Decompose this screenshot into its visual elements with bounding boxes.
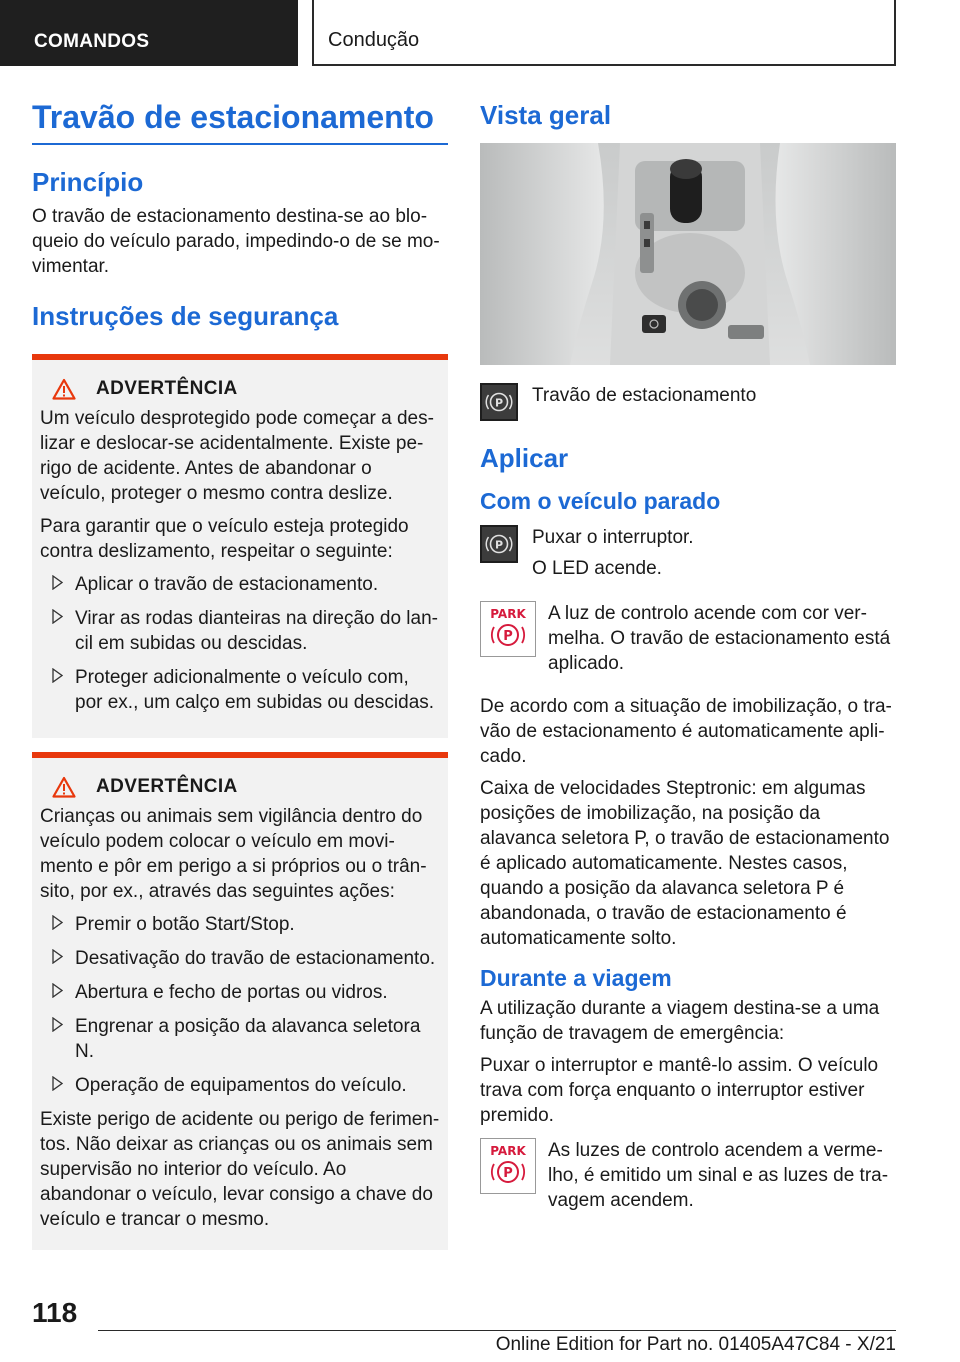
indicator-text: As luzes de controlo acendem a vermelho, é emitido um sinal e as luzes de travagem acendem. — [548, 1140, 889, 1211]
stationary-heading: Com o veículo parado — [480, 488, 721, 514]
footer-divider — [98, 1330, 896, 1331]
warning-text: Para garantir que o veículo esteja protegido contra deslizamento, respeitar o seguinte: — [40, 516, 409, 563]
driving-heading: Durante a viagem — [480, 965, 672, 991]
bullet-triangle-icon — [52, 915, 63, 930]
warning-text: Crianças ou animais sem vigilância dentro do veículo podem colocar o veículo em movimento e pôr em perigo a si próprios ou o trânsito, por ex., através das seguintes ações: — [40, 806, 427, 903]
parking-brake-switch-icon — [480, 383, 518, 421]
park-indicator-icon — [480, 601, 536, 657]
svg-text:PARK: PARK — [490, 1144, 526, 1158]
parking-brake-switch-icon — [480, 525, 518, 563]
body-text: A utilização durante a viagem destina-se a uma função de travagem de emergência: — [480, 998, 880, 1044]
indicator-text: A luz de controlo acende com cor vermelha. O travão de estacionamento está aplicado. — [548, 603, 891, 674]
bullet-triangle-icon — [52, 983, 63, 998]
bullet-triangle-icon — [52, 668, 63, 683]
footer-edition: Online Edition for Part no. 01405A47C84 - X/21 — [495, 1334, 896, 1355]
step-text: Puxar o interruptor. — [532, 527, 694, 548]
list-item: Desativação do travão de estacionamento. — [40, 946, 440, 971]
warning-box-2 — [32, 752, 448, 1250]
list-item: Premir o botão Start/Stop. — [40, 912, 440, 937]
bullet-triangle-icon — [52, 1017, 63, 1032]
svg-text:P: P — [494, 538, 504, 552]
warning-triangle-icon — [52, 776, 76, 798]
warning-text: Um veículo desprotegido pode começar a deslizar e deslocar-se acidentalmente. Existe perigo de acidente. Antes de abandonar o veículo, proteger o mesmo contra deslize. — [40, 408, 434, 505]
warning-triangle-icon — [52, 378, 76, 400]
bullet-triangle-icon — [52, 609, 63, 624]
principle-heading: Princípio — [32, 167, 144, 198]
svg-text:P: P — [503, 629, 513, 644]
body-text: De acordo com a situação de imobilização, o travão de estacionamento é automaticamente aplicado. — [480, 696, 892, 767]
body-text: Caixa de velocidades Steptronic: em algumas posições de imobilização, na posição da alavanca seletora P, o travão de estacionamento é aplicado automaticamente. Nestes casos, quando a posição da alavanca seletora P é abandonada, o travão de estacionamento é automaticamente solto. — [480, 778, 890, 949]
list-item: Engrenar a posição da alavanca seletora N. — [40, 1014, 440, 1064]
overview-caption: Travão de estacionamento — [532, 385, 757, 406]
page-title: Travão de estacionamento — [32, 100, 448, 145]
step-text: O LED acende. — [532, 558, 662, 579]
bullet-triangle-icon — [52, 575, 63, 590]
svg-text:PARK: PARK — [490, 607, 526, 621]
body-text: Puxar o interruptor e mantê-lo assim. O veículo trava com força enquanto o interruptor estiver premido. — [480, 1055, 879, 1126]
bullet-triangle-icon — [52, 1076, 63, 1091]
center-console-photo — [480, 143, 896, 365]
page-number: 118 — [32, 1297, 78, 1328]
principle-text: O travão de estacionamento destina-se ao bloqueio do veículo parado, impedindo-o de se movimentar. — [32, 206, 440, 278]
list-item: Virar as rodas dianteiras na direção do lancil em subidas ou descidas. — [40, 606, 440, 656]
warning-title: ADVERTÊNCIA — [96, 378, 238, 400]
warning-list — [40, 912, 440, 1098]
svg-text:P: P — [503, 1166, 513, 1181]
warning-box-1 — [32, 354, 448, 738]
warning-title: ADVERTÊNCIA — [96, 776, 238, 798]
apply-heading: Aplicar — [480, 443, 569, 473]
safety-heading: Instruções de segurança — [32, 301, 339, 332]
bullet-triangle-icon — [52, 949, 63, 964]
right-column — [480, 100, 896, 1229]
list-item: Abertura e fecho de portas ou vidros. — [40, 980, 440, 1005]
list-item: Proteger adicionalmente o veículo com, por ex., um calço em subidas ou descidas. — [40, 665, 440, 715]
overview-heading: Vista geral — [480, 100, 612, 130]
left-column — [32, 100, 448, 1264]
list-item: Operação de equipamentos do veículo. — [40, 1073, 440, 1098]
chapter-tab: Condução — [312, 0, 896, 66]
list-item: Aplicar o travão de estacionamento. — [40, 572, 440, 597]
svg-text:P: P — [494, 396, 504, 410]
park-indicator-icon — [480, 1138, 536, 1194]
section-tab: COMANDOS — [0, 0, 298, 66]
warning-text: Existe perigo de acidente ou perigo de ferimentos. Não deixar as crianças ou os animais sem supervisão no interior do veículo. Ao abandonar o veículo, levar consigo a chave do veículo e trancar o mesmo. — [40, 1109, 440, 1231]
warning-list — [40, 572, 440, 715]
